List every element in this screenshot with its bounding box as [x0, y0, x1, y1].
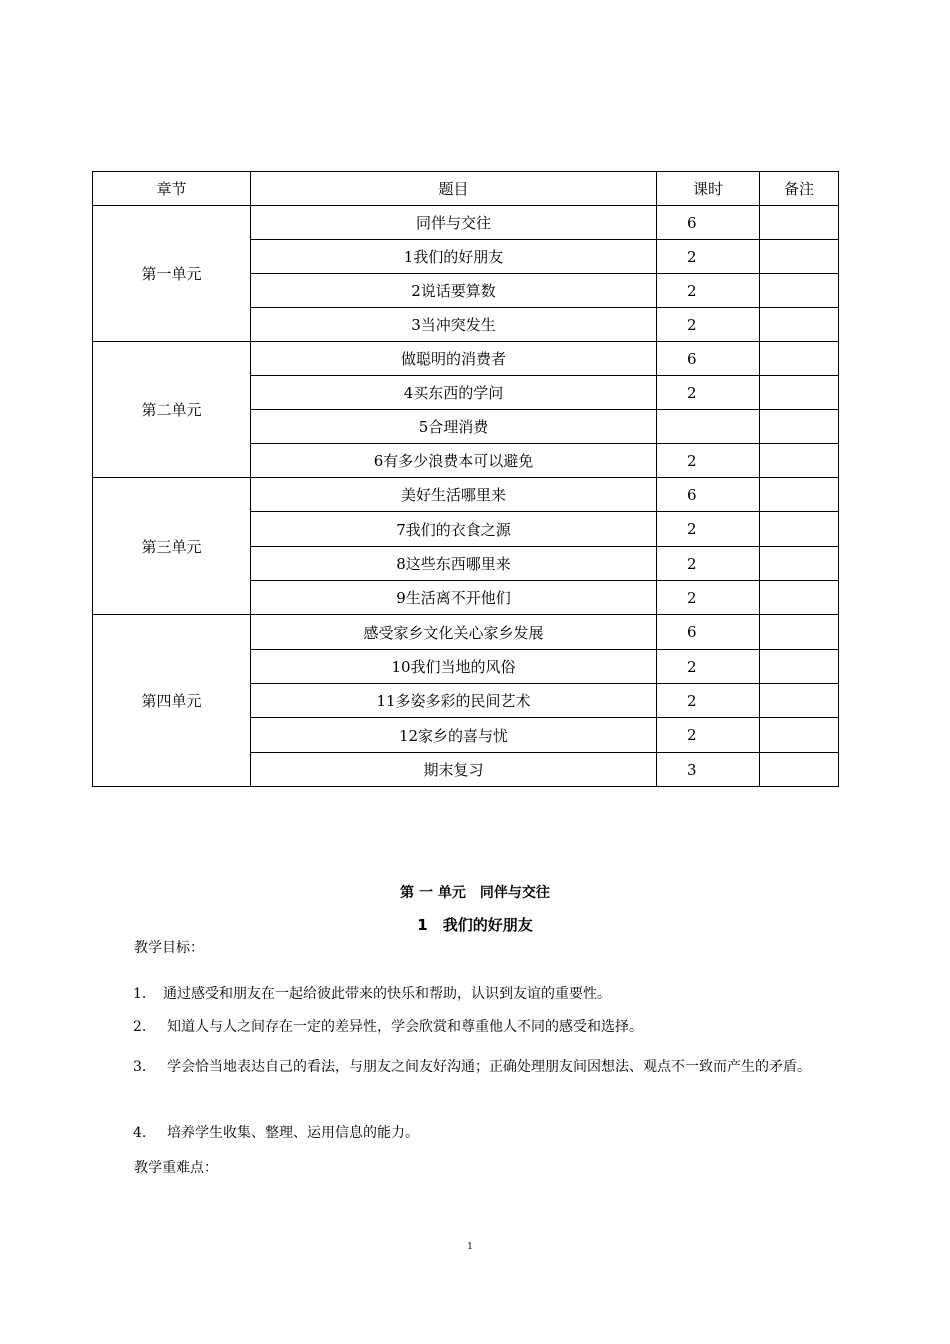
notes-cell [760, 240, 839, 274]
hours-cell: 2 [657, 274, 760, 308]
hours-cell [657, 410, 760, 444]
notes-cell [760, 274, 839, 308]
topic-cell: 3当冲突发生 [251, 308, 657, 342]
hours-cell: 6 [657, 342, 760, 376]
topic-cell: 12家乡的喜与忧 [251, 718, 657, 753]
notes-cell [760, 547, 839, 581]
hours-cell: 2 [657, 376, 760, 410]
notes-cell [760, 684, 839, 718]
unit-title: 第 一 单元 同伴与交往 [400, 885, 550, 901]
topic-cell: 同伴与交往 [251, 206, 657, 240]
objective-item: 2. 知道人与人之间存在一定的差异性，学会欣赏和尊重他人不同的感受和选择。 [133, 1019, 643, 1035]
topic-cell: 感受家乡文化关心家乡发展 [251, 615, 657, 650]
objective-item: 4. 培养学生收集、整理、运用信息的能力。 [133, 1125, 419, 1141]
hours-cell: 2 [657, 308, 760, 342]
notes-cell [760, 444, 839, 478]
notes-cell [760, 615, 839, 650]
topic-cell: 9生活离不开他们 [251, 581, 657, 615]
hours-cell: 2 [657, 581, 760, 615]
notes-cell [760, 478, 839, 512]
topic-cell: 10我们当地的风俗 [251, 650, 657, 684]
topic-cell: 7我们的衣食之源 [251, 512, 657, 547]
notes-cell [760, 650, 839, 684]
objectives-label: 教学目标： [134, 940, 204, 956]
hours-cell: 6 [657, 206, 760, 240]
notes-cell [760, 718, 839, 753]
unit-cell: 第四单元 [93, 615, 251, 787]
hours-cell: 2 [657, 650, 760, 684]
notes-cell [760, 342, 839, 376]
topic-cell: 4买东西的学问 [251, 376, 657, 410]
table-row [93, 478, 839, 512]
notes-cell [760, 753, 839, 787]
topic-cell: 6有多少浪费本可以避免 [251, 444, 657, 478]
topic-cell: 11多姿多彩的民间艺术 [251, 684, 657, 718]
notes-cell [760, 581, 839, 615]
topic-cell: 做聪明的消费者 [251, 342, 657, 376]
header-hours: 课时 [657, 172, 760, 206]
page-number: 1 [467, 1242, 473, 1252]
hours-cell: 6 [657, 615, 760, 650]
topic-cell: 美好生活哪里来 [251, 478, 657, 512]
unit-cell: 第三单元 [93, 478, 251, 615]
topic-cell: 8这些东西哪里来 [251, 547, 657, 581]
lesson-plan-table [92, 171, 839, 787]
table-row [93, 615, 839, 650]
notes-cell [760, 410, 839, 444]
hours-cell: 2 [657, 444, 760, 478]
hours-cell: 3 [657, 753, 760, 787]
topic-cell: 1我们的好朋友 [251, 240, 657, 274]
header-notes: 备注 [760, 172, 839, 206]
objective-item: 3. 学会恰当地表达自己的看法，与朋友之间友好沟通；正确处理朋友间因想法、观点不一致而产生的矛盾。 [133, 1059, 811, 1075]
topic-cell: 5合理消费 [251, 410, 657, 444]
header-chapter: 章节 [93, 172, 251, 206]
topic-cell: 2说话要算数 [251, 274, 657, 308]
unit-cell: 第一单元 [93, 206, 251, 342]
lesson-title: 1 我们的好朋友 [417, 916, 533, 934]
notes-cell [760, 376, 839, 410]
key-points-label: 教学重难点： [134, 1160, 218, 1176]
topic-cell: 期末复习 [251, 753, 657, 787]
hours-cell: 6 [657, 478, 760, 512]
unit-cell: 第二单元 [93, 342, 251, 478]
notes-cell [760, 308, 839, 342]
objective-item: 1. 通过感受和朋友在一起给彼此带来的快乐和帮助，认识到友谊的重要性。 [133, 986, 611, 1002]
table-header-row [93, 172, 839, 206]
hours-cell: 2 [657, 240, 760, 274]
hours-cell: 2 [657, 512, 760, 547]
hours-cell: 2 [657, 718, 760, 753]
hours-cell: 2 [657, 684, 760, 718]
hours-cell: 2 [657, 547, 760, 581]
table-row [93, 342, 839, 376]
table-row [93, 206, 839, 240]
notes-cell [760, 206, 839, 240]
header-topic: 题目 [251, 172, 657, 206]
notes-cell [760, 512, 839, 547]
